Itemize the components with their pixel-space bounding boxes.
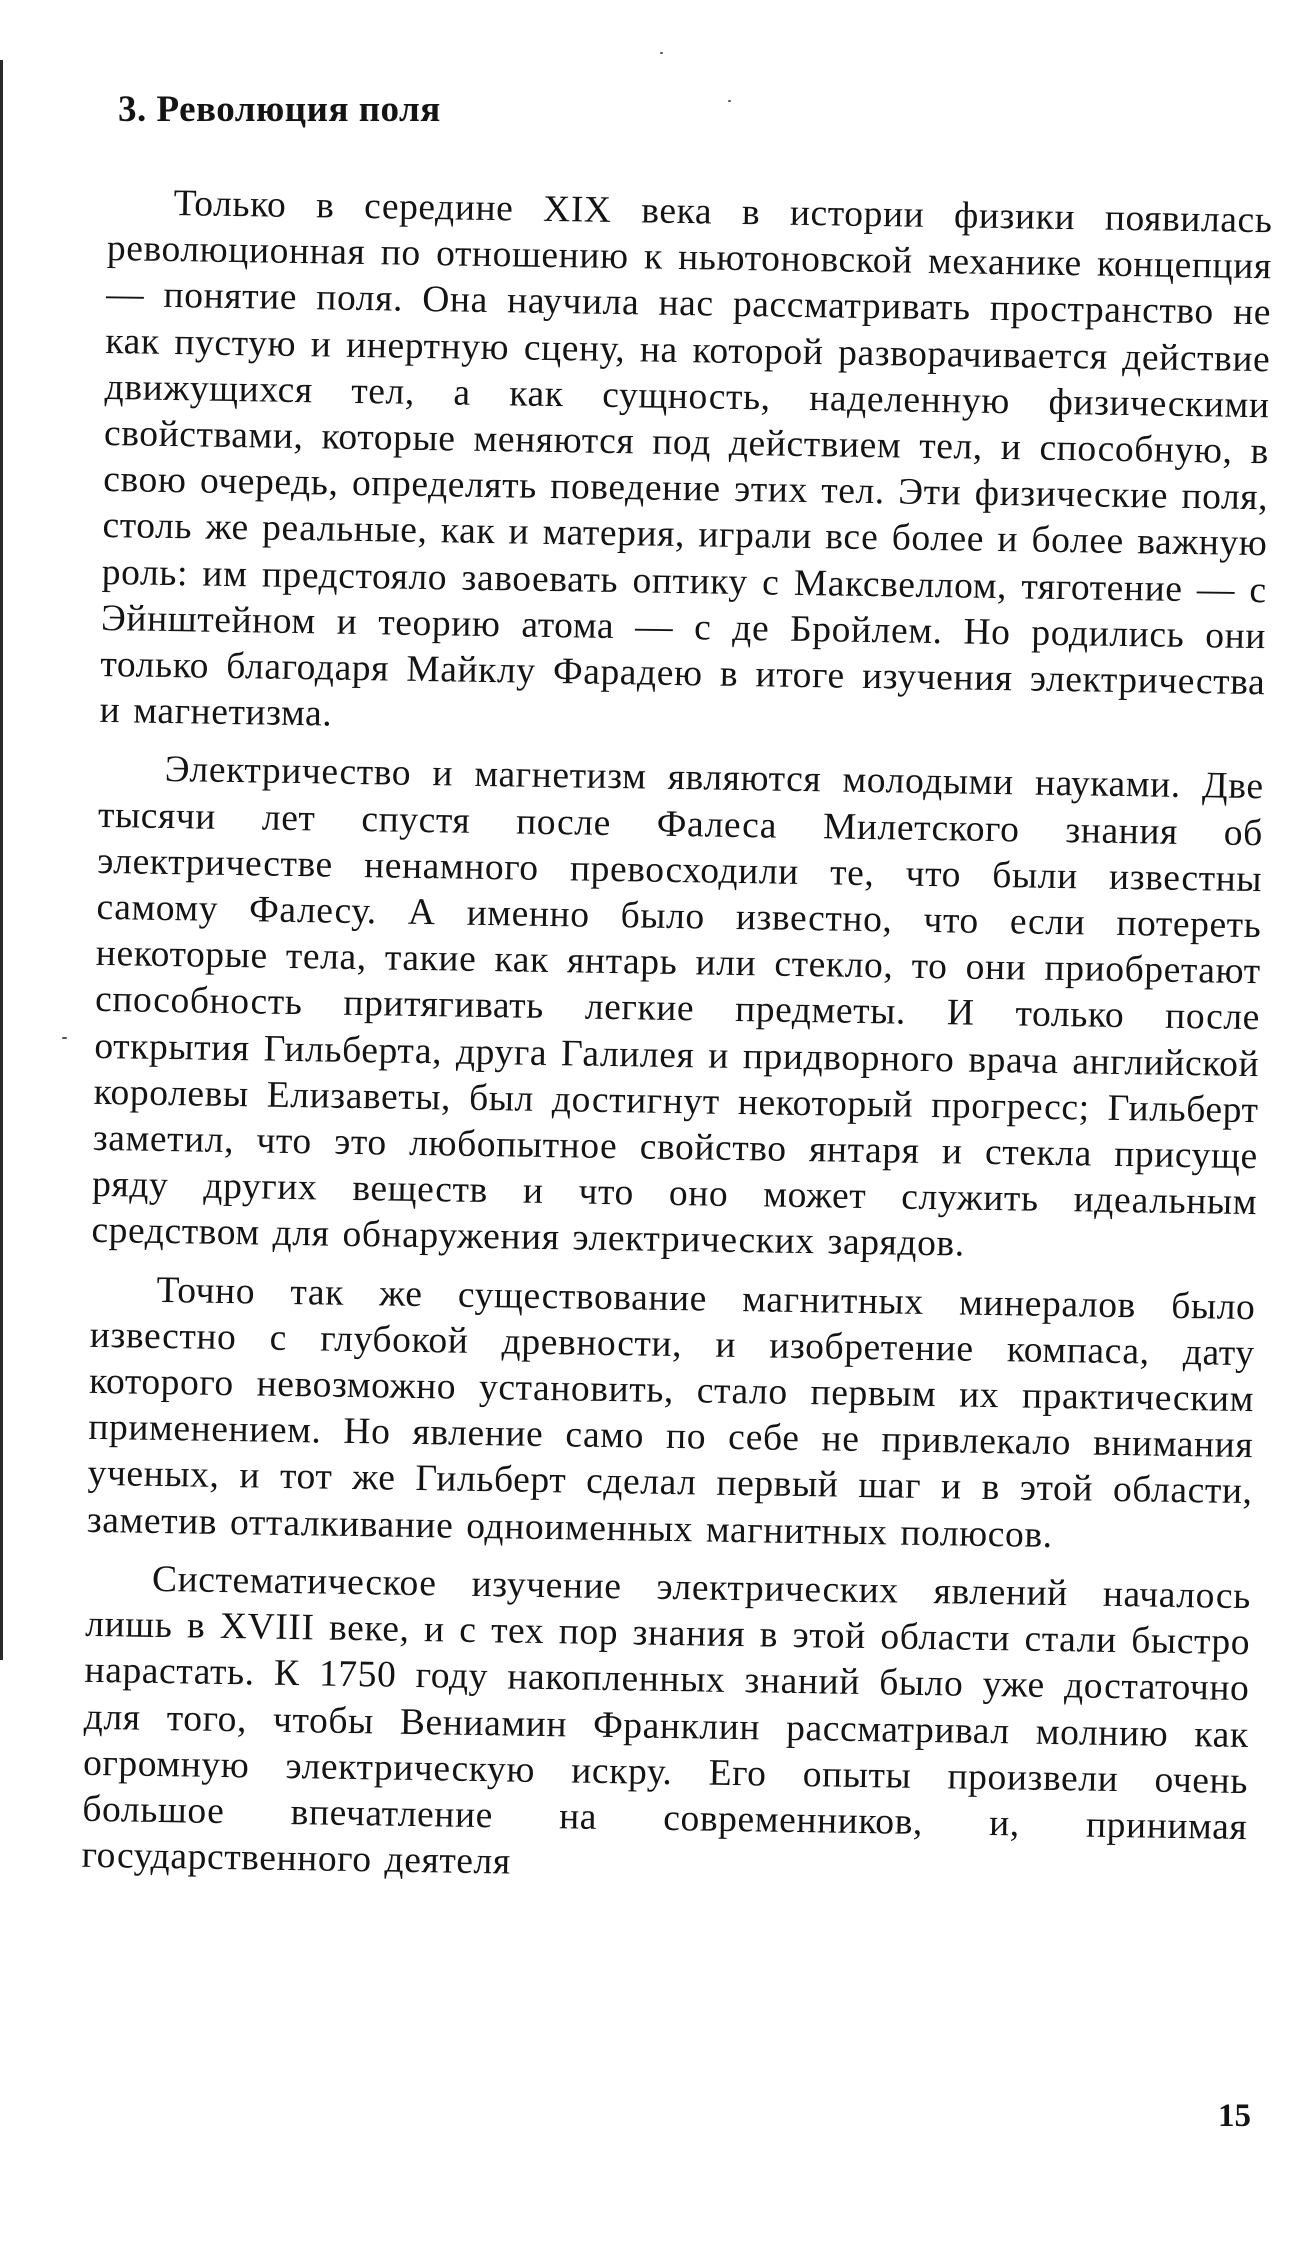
paragraph: Только в середине XIX века в истории физики появилась революционная по отношению к ньютоновской механике концепция — понятие поля. Она научила нас рассматривать пространство не как пустую и инертную сцену, на которой разворачивается действие движущихся тел, а как сущность, наделенную физическими свойствами, которые меняются под действием тел, и способную, в свою очередь, определять поведение этих тел. Эти физические поля, столь же реальные, как и материя, играли все более и более важную роль: им предстояло завоевать оптику с Максвеллом, тяготение — с Эйнштейном и теорию атома — с де Бройлем. Но родились они только благодаря Майклу Фарадею в итоге изучения электричества и магнетизма. bbox=[99, 183, 1273, 735]
scan-speck bbox=[660, 52, 663, 54]
page-number: 15 bbox=[1218, 2098, 1251, 2134]
section-heading: 3. Революция поля bbox=[118, 89, 441, 130]
body-text bbox=[81, 180, 1273, 1897]
scan-speck bbox=[728, 100, 731, 102]
paragraph: Систематическое изучение электрических явлений началось лишь в XVIII веке, и с тех пор знания в этой области стали быстро нарастать. К 1750 году накопленных знаний было уже достаточно для того, чтобы Вениамин Франклин рассматривал молнию как огромную электрическую искру. Его опыты произвели очень большое впечатление на современников, и, принимая государственного деятеля bbox=[81, 1558, 1252, 1883]
scan-speck bbox=[62, 1037, 67, 1039]
paragraph: Точно так же существование магнитных минералов было известно с глубокой древности, и изобретение компаса, дату которого невозможно установить, стало первым их практическим применением. Но явление само по себе не привлекало внимания ученых, и тот же Гильберт сделал первый шаг и в этой области, заметив отталкивание одноименных магнитных полюсов. bbox=[86, 1269, 1256, 1556]
scan-edge-shadow bbox=[0, 60, 3, 1660]
paragraph: Электричество и магнетизм являются молодыми науками. Две тысячи лет спустя после Фалеса Милетского знания об электричестве ненамного превосходили те, что были известны самому Фалесу. А именно было известно, что если потереть некоторые тела, такие как янтарь или стекло, то они приобретают способность притягивать легкие предметы. И только после открытия Гильберта, друга Галилея и придворного врача английской королевы Елизаветы, был достигнут некоторый прогресс; Гильберт заметил, что это любопытное свойство янтаря и стекла присуще ряду других веществ и что оно может служить идеальным средством для обнаружения электрических зарядов. bbox=[91, 749, 1264, 1266]
